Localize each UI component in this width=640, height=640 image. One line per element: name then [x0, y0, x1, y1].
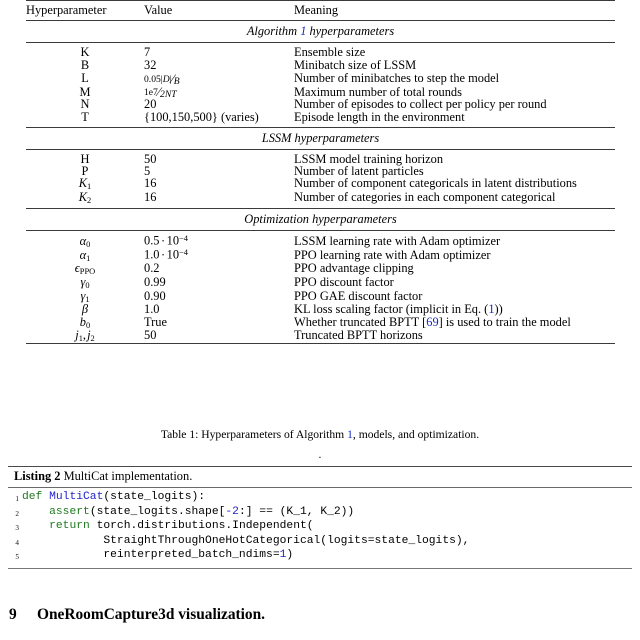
- row-meaning: Ensemble size: [294, 45, 366, 60]
- row-param: K: [80, 45, 90, 60]
- row-param: $b_0$: [79, 314, 91, 330]
- row-meaning: Number of categories in each component categorical: [294, 189, 556, 204]
- row-meaning: Number of minibatches to step the model: [294, 71, 500, 86]
- row-value: 0.2: [144, 261, 160, 276]
- header-meaning: Meaning: [294, 3, 339, 17]
- row-value: 50: [144, 328, 157, 343]
- section-number: 9: [9, 606, 17, 623]
- code-line-number: 5: [15, 553, 19, 562]
- section-header-algorithm1: [26, 21, 615, 43]
- section-heading-text: OneRoomCapture3d visualization.: [37, 606, 266, 623]
- code-line: [8, 534, 632, 549]
- code-body[interactable]: [8, 488, 632, 563]
- meaning-b0-prefix: Whether truncated BPTT [: [294, 314, 427, 329]
- row-param: B: [80, 57, 90, 72]
- row-meaning: LSSM learning rate with Adam optimizer: [294, 233, 501, 248]
- table-row: [26, 177, 615, 191]
- row-value: 50: [144, 151, 157, 166]
- code-line-text: [22, 519, 314, 534]
- row-value: $1.0 \cdot 10^{-4}$: [144, 247, 188, 262]
- table-row: [26, 234, 615, 248]
- row-meaning: Number of component categoricals in latent distributions: [294, 176, 577, 191]
- section-header-lssm: [26, 127, 615, 149]
- header-hyperparameter: Hyperparameter: [26, 3, 107, 17]
- listing-label: Listing 2: [14, 469, 61, 483]
- algorithm-ref-link[interactable]: 1: [300, 24, 307, 39]
- section-title-algorithm1: [26, 21, 615, 43]
- row-param: $\alpha_0$: [79, 233, 91, 249]
- row-value: 1e7⁄2NT: [144, 84, 177, 101]
- hyperparameter-table: [26, 0, 615, 346]
- row-param: $\gamma_1$: [80, 288, 90, 304]
- row-value: 0.90: [144, 288, 166, 303]
- row-value: {100,150,500} (varies): [144, 109, 259, 124]
- table-caption: [0, 428, 640, 441]
- row-param: $K_2$: [78, 189, 92, 206]
- section-title-text-prefix: Algorithm: [246, 24, 301, 39]
- row-value: True: [144, 314, 167, 329]
- meaning-beta-suffix: )): [494, 302, 503, 317]
- row-value: 16: [144, 189, 157, 204]
- code-token: torch.distributions.Independent(: [89, 520, 314, 533]
- row-param: P: [81, 163, 89, 178]
- row-value: 0.05|D|⁄B: [144, 70, 180, 87]
- row-meaning: LSSM model training horizon: [294, 151, 444, 166]
- table-row: [26, 262, 615, 276]
- row-value: 7: [144, 45, 151, 60]
- code-line: [8, 519, 632, 534]
- code-token: [22, 520, 49, 532]
- section-title-lssm: LSSM hyperparameters: [261, 130, 380, 145]
- row-param: $\gamma_0$: [80, 274, 90, 291]
- section-title-text-suffix: hyperparameters: [306, 24, 395, 39]
- table-header-row: [26, 1, 615, 21]
- section-title-optimization: Optimization hyperparameters: [244, 212, 397, 227]
- table-row: [26, 316, 615, 330]
- code-token: 1: [279, 549, 287, 562]
- caption-suffix: , models, and optimization.: [352, 428, 480, 441]
- code-token: return: [49, 520, 90, 533]
- row-value: $0.5 \cdot 10^{-4}$: [144, 233, 188, 248]
- code-token: reinterpreted_batch_ndims=: [22, 549, 280, 562]
- caption-prefix: Table 1: Hyperparameters of Algorithm: [160, 428, 348, 441]
- row-meaning: PPO discount factor: [294, 274, 394, 289]
- meaning-b0-suffix: ] is used to train the model: [438, 314, 571, 329]
- row-value: 32: [144, 57, 157, 72]
- listing-bottom-rule: [8, 568, 632, 569]
- code-line: [8, 505, 632, 520]
- row-meaning: Number of latent particles: [294, 163, 424, 178]
- row-param: N: [80, 97, 90, 112]
- row-param: H: [80, 151, 90, 166]
- listing-title: [8, 467, 632, 487]
- code-token: assert: [49, 505, 90, 518]
- row-meaning: PPO learning rate with Adam optimizer: [294, 247, 491, 262]
- row-param: $\epsilon_{PPO}$: [74, 261, 96, 277]
- code-line-text: [22, 534, 469, 549]
- code-token: -2: [225, 505, 239, 518]
- code-token: MultiCat: [49, 491, 104, 503]
- code-token: def: [22, 491, 50, 503]
- code-line-number: 2: [15, 509, 19, 518]
- row-value: 5: [144, 163, 151, 178]
- code-token: [22, 506, 49, 518]
- code-line-text: [22, 548, 293, 563]
- row-param: $j_1$, $j_2$: [75, 328, 95, 344]
- section-header-optimization: [26, 209, 615, 231]
- table-row: [26, 248, 615, 262]
- stray-period: .: [318, 448, 322, 461]
- table-row: [26, 71, 615, 85]
- row-meaning: Number of episodes to collect per policy per round: [294, 97, 547, 112]
- code-line: [8, 548, 632, 563]
- code-token: (state_logits):: [103, 491, 206, 503]
- caption-algorithm-link[interactable]: 1: [347, 428, 353, 441]
- table-row: [26, 191, 615, 205]
- table-row: [26, 85, 615, 99]
- code-token: StraightThroughOneHotCategorical(logits=state_logits),: [22, 534, 470, 547]
- code-line-number: 3: [15, 524, 19, 533]
- row-meaning: Episode length in the environment: [294, 109, 465, 124]
- row-param: β: [81, 302, 89, 317]
- code-line-text: [22, 505, 354, 520]
- row-meaning: Truncated BPTT horizons: [294, 328, 423, 343]
- code-line-text: [22, 490, 205, 505]
- code-token: :] == (K_1, K_2)): [238, 505, 355, 518]
- table-row: [26, 290, 615, 304]
- row-value: 0.99: [144, 274, 166, 289]
- table-bottom-rule: [26, 343, 615, 346]
- table-row: [26, 98, 615, 110]
- code-line-number: 4: [15, 538, 19, 547]
- row-meaning: Maximum number of total rounds: [294, 84, 462, 99]
- row-param: $\alpha_1$: [79, 247, 91, 263]
- row-value: 1.0: [144, 302, 160, 317]
- row-value: 16: [144, 176, 157, 191]
- row-meaning: Minibatch size of LSSM: [294, 57, 417, 72]
- code-token: ): [286, 549, 294, 562]
- header-value: Value: [144, 3, 173, 17]
- row-value: 20: [144, 97, 157, 112]
- meaning-beta-prefix: KL loss scaling factor (implicit in Eq. (: [294, 302, 489, 317]
- row-meaning: PPO GAE discount factor: [294, 288, 423, 303]
- table-row: [26, 329, 615, 343]
- row-meaning: [294, 316, 615, 330]
- row-param: T: [81, 109, 89, 124]
- table-row: [26, 276, 615, 290]
- row-param: $K_1$: [78, 176, 92, 192]
- code-listing: [8, 466, 632, 569]
- section-heading: [9, 606, 265, 624]
- citation-ref-link[interactable]: 69: [426, 314, 439, 329]
- table-row: [26, 111, 615, 123]
- code-line: [8, 490, 632, 505]
- code-token: (state_logits.shape[: [89, 505, 226, 518]
- equation-ref-link[interactable]: 1: [488, 302, 495, 317]
- row-param: M: [79, 84, 91, 99]
- hyperparameter-table-container: [26, 0, 615, 346]
- row-meaning: PPO advantage clipping: [294, 261, 414, 276]
- table-row: [26, 46, 615, 58]
- table-row: [26, 59, 615, 71]
- listing-title-text: MultiCat implementation.: [60, 469, 193, 483]
- row-param: L: [81, 71, 89, 86]
- code-line-number: 1: [15, 495, 19, 503]
